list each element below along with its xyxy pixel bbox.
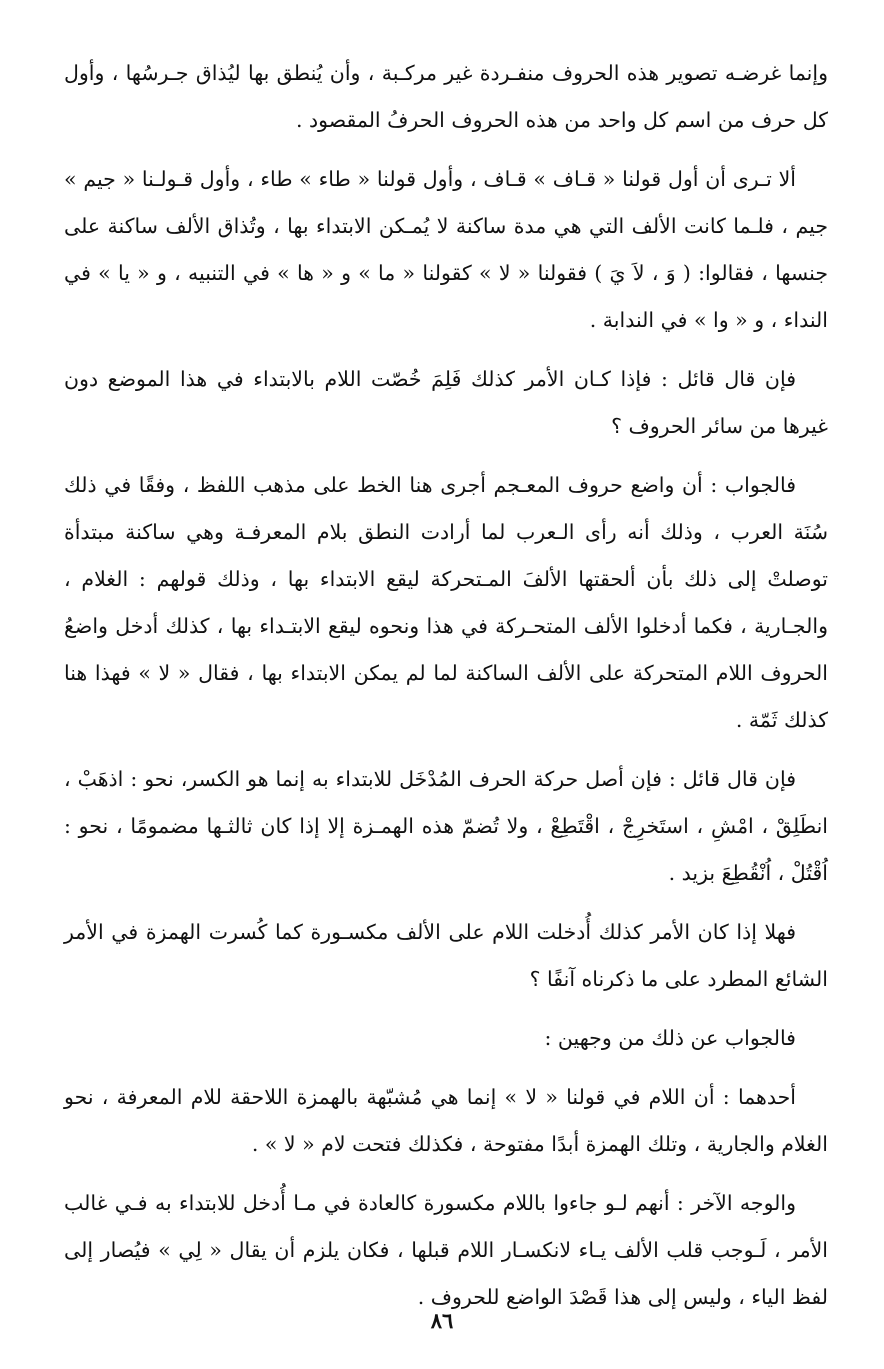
- paragraph-1: وإنما غرضـه تصوير هذه الحروف منفـردة غير مركـبة ، وأن يُنطق بها ليُذاق جـرسُها ، وأول كل حرف من اسم كل واحد من هذه الحروف الحرفُ المقصود .: [64, 61, 828, 132]
- paragraph-4: فالجواب : أن واضع حروف المعـجم أجرى هنا الخط على مذهب اللفظ ، وفقًا في ذلك سُنَة العرب ، وذلك أنه رأى الـعرب لما أرادت النطق بلام المعرفـة وهي ساكنة مبتدأة توصلتْ إلى ذلك بأن ألحقتها الألفَ المـتحركة ليقع الابتداء بها ، وذلك قولهم : الغلام ، والجـارية ، فكما أدخلوا الألف المتحـركة في هذا ونحوه ليقع الابتـداء بها ، كذلك أدخل واضعُ الحروف اللام المتحركة على الألف الساكنة لما لم يمكن الابتداء بها ، فقال « لا » فهذا هنا كذلك ثَمّة .: [64, 473, 828, 732]
- body-text: [64, 50, 828, 1333]
- paragraph-5: فإن قال قائل : فإن أصل حركة الحرف المُدْخَل للابتداء به إنما هو الكسر، نحو : اذهَبْ ، انطَلِقْ ، امْشِ ، استَخرِجْ ، اقْتَطِعْ ، ولا تُضمّ هذه الهمـزة إلا إذا كان ثالثـها مضمومًا ، نحو : اُقْتُلْ ، اُنْقُطِعَ بزيد .: [64, 767, 828, 885]
- paragraph-3: فإن قال قائل : فإذا كـان الأمر كذلك فَلِمَ خُصّت اللام بالابتداء في هذا الموضع دون غيرها من سائر الحروف ؟: [64, 367, 828, 438]
- paragraph-2: ألا تـرى أن أول قولنا « قـاف » قـاف ، وأول قولنا « طاء » طاء ، وأول قـولـنا « جيم » جيم ، فلـما كانت الألف التي هي مدة ساكنة لا يُمـكن الابتداء بها ، وتُذاق الألف ساكنة على جنسها ، فقالوا: ( وَ ، لاَ يَ ) فقولنا « لا » كقولنا « ما » و « ها » في التنبيه ، و « يا » في النداء ، و « وا » في الندابة .: [64, 167, 828, 332]
- paragraph-7: فالجواب عن ذلك من وجهين :: [544, 1026, 796, 1050]
- paragraph-9: والوجه الآخر : أنهم لـو جاءوا باللام مكسورة كالعادة في مـا أُدخل للابتداء به فـي غالب الأمر ، لَـوجب قلب الألف يـاء لانكسـار اللام قبلها ، فكان يلزم أن يقال « لِي » فيُصار إلى لفظ الياء ، وليس إلى هذا قَصْدَ الواضع للحروف .: [64, 1191, 828, 1309]
- paragraph-8: أحدهما : أن اللام في قولنا « لا » إنما هي مُشبّهة بالهمزة اللاحقة للام المعرفة ، نحو الغلام والجارية ، وتلك الهمزة أبدًا مفتوحة ، فكذلك فتحت لام « لا » .: [64, 1085, 828, 1156]
- paragraph-6: فهلا إذا كان الأمر كذلك أُدخلت اللام على الألف مكسـورة كما كُسرت الهمزة في الأمر الشائع المطرد على ما ذكرناه آنفًا ؟: [64, 920, 828, 991]
- page-number: ٨٦: [430, 1308, 454, 1333]
